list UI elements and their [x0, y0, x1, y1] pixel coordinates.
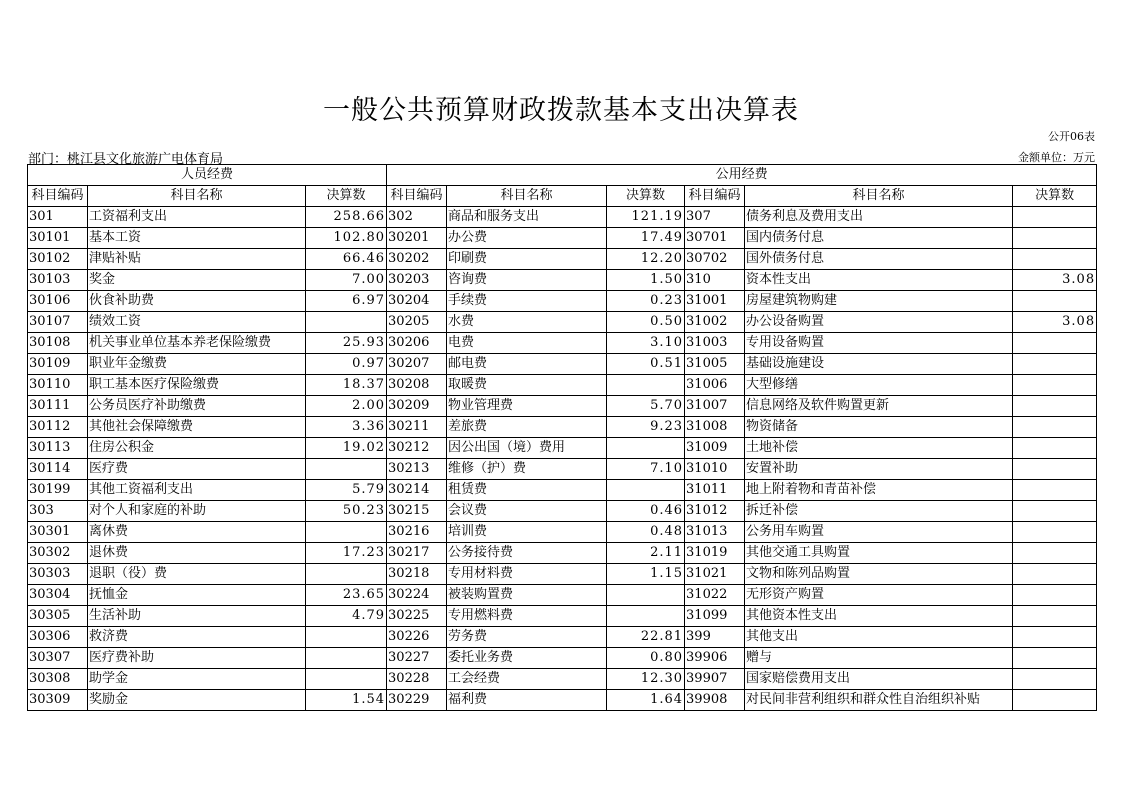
amount-cell [607, 480, 685, 501]
subject-code-cell: 31099 [685, 606, 745, 627]
subject-name-cell: 生活补助 [88, 606, 306, 627]
subject-name-cell: 公务用车购置 [745, 522, 1013, 543]
subject-code-cell: 31009 [685, 438, 745, 459]
subject-name-cell: 物业管理费 [447, 396, 607, 417]
subject-name-cell: 国家赔偿费用支出 [745, 669, 1013, 690]
subject-code-cell: 30202 [387, 249, 447, 270]
subject-name-cell: 商品和服务支出 [447, 207, 607, 228]
subject-code-cell: 30302 [28, 543, 88, 564]
subject-name-cell: 对个人和家庭的补助 [88, 501, 306, 522]
table-row [28, 228, 1097, 249]
subject-name-cell: 差旅费 [447, 417, 607, 438]
table-row [28, 312, 1097, 333]
subject-name-cell: 培训费 [447, 522, 607, 543]
subject-name-cell: 伙食补助费 [88, 291, 306, 312]
subject-code-cell: 30205 [387, 312, 447, 333]
subject-name-cell: 基础设施建设 [745, 354, 1013, 375]
table-row [28, 627, 1097, 648]
subject-name-cell: 医疗费 [88, 459, 306, 480]
amount-cell [1013, 543, 1097, 564]
amount-cell: 25.93 [306, 333, 387, 354]
subject-name-cell: 资本性支出 [745, 270, 1013, 291]
amount-cell: 0.97 [306, 354, 387, 375]
table-row [28, 354, 1097, 375]
subject-code-cell: 30224 [387, 585, 447, 606]
amount-cell [306, 312, 387, 333]
subject-name-cell: 劳务费 [447, 627, 607, 648]
table-row [28, 207, 1097, 228]
subject-name-cell: 其他交通工具购置 [745, 543, 1013, 564]
subject-name-cell: 文物和陈列品购置 [745, 564, 1013, 585]
subject-code-cell: 30204 [387, 291, 447, 312]
subject-name-cell: 工会经费 [447, 669, 607, 690]
subject-code-cell: 30110 [28, 375, 88, 396]
table-row [28, 333, 1097, 354]
amount-cell: 7.10 [607, 459, 685, 480]
subject-code-cell: 31007 [685, 396, 745, 417]
subject-name-cell: 信息网络及软件购置更新 [745, 396, 1013, 417]
amount-cell: 19.02 [306, 438, 387, 459]
amount-cell: 3.10 [607, 333, 685, 354]
amount-cell [1013, 648, 1097, 669]
subject-code-cell: 30209 [387, 396, 447, 417]
subject-name-cell: 住房公积金 [88, 438, 306, 459]
amount-cell [1013, 480, 1097, 501]
amount-cell [1013, 375, 1097, 396]
subject-name-cell: 机关事业单位基本养老保险缴费 [88, 333, 306, 354]
subject-code-cell: 30203 [387, 270, 447, 291]
subject-code-cell: 307 [685, 207, 745, 228]
table-row [28, 249, 1097, 270]
amount-cell [1013, 522, 1097, 543]
subject-code-cell: 30102 [28, 249, 88, 270]
table-row [28, 396, 1097, 417]
table-row [28, 417, 1097, 438]
subject-code-cell: 31011 [685, 480, 745, 501]
table-row [28, 375, 1097, 396]
subject-code-cell: 30103 [28, 270, 88, 291]
subject-name-cell: 其他支出 [745, 627, 1013, 648]
subject-name-cell: 退职（役）费 [88, 564, 306, 585]
amount-cell: 0.50 [607, 312, 685, 333]
subject-name-cell: 其他社会保障缴费 [88, 417, 306, 438]
table-row [28, 438, 1097, 459]
table-row [28, 543, 1097, 564]
section-header-row [28, 165, 1097, 186]
subject-code-cell: 30228 [387, 669, 447, 690]
amount-cell [1013, 627, 1097, 648]
form-number: 公开06表 [1048, 130, 1095, 143]
subject-name-cell: 物资储备 [745, 417, 1013, 438]
subject-name-cell: 退休费 [88, 543, 306, 564]
amount-cell: 12.20 [607, 249, 685, 270]
subject-code-cell: 39907 [685, 669, 745, 690]
amount-cell: 66.46 [306, 249, 387, 270]
amount-cell: 7.00 [306, 270, 387, 291]
amount-cell [1013, 333, 1097, 354]
subject-name-cell: 土地补偿 [745, 438, 1013, 459]
subject-code-cell: 31021 [685, 564, 745, 585]
amount-cell: 1.54 [306, 690, 387, 711]
subject-code-cell: 302 [387, 207, 447, 228]
amount-cell: 12.30 [607, 669, 685, 690]
amount-cell [1013, 690, 1097, 711]
amount-cell [306, 459, 387, 480]
subject-name-cell: 委托业务费 [447, 648, 607, 669]
subject-name-cell: 维修（护）费 [447, 459, 607, 480]
amount-cell: 9.23 [607, 417, 685, 438]
amount-cell: 5.70 [607, 396, 685, 417]
column-header: 决算数 [1013, 186, 1097, 207]
amount-cell: 18.37 [306, 375, 387, 396]
subject-name-cell: 会议费 [447, 501, 607, 522]
subject-code-cell: 30101 [28, 228, 88, 249]
subject-code-cell: 30206 [387, 333, 447, 354]
subject-name-cell: 对民间非营利组织和群众性自治组织补贴 [745, 690, 1013, 711]
subject-code-cell: 30108 [28, 333, 88, 354]
amount-cell [1013, 585, 1097, 606]
department-label: 部门：桃江县文化旅游广电体育局 [28, 152, 224, 167]
amount-cell [1013, 438, 1097, 459]
table-row [28, 459, 1097, 480]
subject-name-cell: 离休费 [88, 522, 306, 543]
subject-code-cell: 30107 [28, 312, 88, 333]
subject-name-cell: 办公设备购置 [745, 312, 1013, 333]
amount-cell [1013, 501, 1097, 522]
subject-code-cell: 30199 [28, 480, 88, 501]
subject-name-cell: 专用材料费 [447, 564, 607, 585]
amount-cell: 3.36 [306, 417, 387, 438]
subject-name-cell: 债务利息及费用支出 [745, 207, 1013, 228]
amount-cell: 0.48 [607, 522, 685, 543]
subject-name-cell: 福利费 [447, 690, 607, 711]
amount-cell [306, 522, 387, 543]
subject-name-cell: 手续费 [447, 291, 607, 312]
subject-name-cell: 咨询费 [447, 270, 607, 291]
subject-name-cell: 取暖费 [447, 375, 607, 396]
subject-name-cell: 其他工资福利支出 [88, 480, 306, 501]
amount-cell [1013, 228, 1097, 249]
subject-code-cell: 31005 [685, 354, 745, 375]
subject-name-cell: 邮电费 [447, 354, 607, 375]
subject-name-cell: 专用燃料费 [447, 606, 607, 627]
column-header: 决算数 [306, 186, 387, 207]
subject-name-cell: 抚恤金 [88, 585, 306, 606]
subject-code-cell: 31010 [685, 459, 745, 480]
subject-code-cell: 30229 [387, 690, 447, 711]
table-row [28, 690, 1097, 711]
column-header: 科目编码 [685, 186, 745, 207]
amount-cell [1013, 606, 1097, 627]
subject-code-cell: 30113 [28, 438, 88, 459]
column-header: 科目名称 [447, 186, 607, 207]
personnel-expense-header: 人员经费 [28, 165, 387, 186]
subject-code-cell: 30211 [387, 417, 447, 438]
subject-code-cell: 30307 [28, 648, 88, 669]
subject-code-cell: 31008 [685, 417, 745, 438]
amount-cell: 0.23 [607, 291, 685, 312]
amount-cell [1013, 396, 1097, 417]
column-header: 科目名称 [88, 186, 306, 207]
subject-name-cell: 职工基本医疗保险缴费 [88, 375, 306, 396]
amount-unit-label: 金额单位：万元 [1018, 151, 1095, 164]
subject-code-cell: 30114 [28, 459, 88, 480]
amount-cell [1013, 249, 1097, 270]
subject-code-cell: 30304 [28, 585, 88, 606]
subject-name-cell: 办公费 [447, 228, 607, 249]
subject-code-cell: 30301 [28, 522, 88, 543]
amount-cell: 4.79 [306, 606, 387, 627]
subject-name-cell: 赠与 [745, 648, 1013, 669]
table-row [28, 606, 1097, 627]
subject-code-cell: 30217 [387, 543, 447, 564]
amount-cell [306, 669, 387, 690]
amount-cell [607, 585, 685, 606]
subject-name-cell: 水费 [447, 312, 607, 333]
subject-name-cell: 印刷费 [447, 249, 607, 270]
subject-code-cell: 30218 [387, 564, 447, 585]
subject-name-cell: 拆迁补偿 [745, 501, 1013, 522]
amount-cell [1013, 459, 1097, 480]
table-row [28, 270, 1097, 291]
amount-cell: 2.00 [306, 396, 387, 417]
amount-cell [1013, 669, 1097, 690]
subject-code-cell: 39906 [685, 648, 745, 669]
subject-name-cell: 奖励金 [88, 690, 306, 711]
table-row [28, 564, 1097, 585]
subject-code-cell: 30208 [387, 375, 447, 396]
public-expense-header: 公用经费 [387, 165, 1097, 186]
subject-name-cell: 救济费 [88, 627, 306, 648]
subject-code-cell: 30701 [685, 228, 745, 249]
column-header: 科目名称 [745, 186, 1013, 207]
subject-name-cell: 房屋建筑物购建 [745, 291, 1013, 312]
amount-cell [1013, 417, 1097, 438]
subject-code-cell: 310 [685, 270, 745, 291]
subject-name-cell: 电费 [447, 333, 607, 354]
subject-code-cell: 30702 [685, 249, 745, 270]
column-header: 科目编码 [28, 186, 88, 207]
subject-code-cell: 31013 [685, 522, 745, 543]
subject-code-cell: 39908 [685, 690, 745, 711]
subject-name-cell: 地上附着物和青苗补偿 [745, 480, 1013, 501]
amount-cell: 102.80 [306, 228, 387, 249]
subject-code-cell: 30112 [28, 417, 88, 438]
subject-code-cell: 30309 [28, 690, 88, 711]
subject-code-cell: 303 [28, 501, 88, 522]
amount-cell: 22.81 [607, 627, 685, 648]
amount-cell: 23.65 [306, 585, 387, 606]
subject-name-cell: 基本工资 [88, 228, 306, 249]
subject-code-cell: 31006 [685, 375, 745, 396]
subject-code-cell: 30213 [387, 459, 447, 480]
subject-code-cell: 30306 [28, 627, 88, 648]
subject-code-cell: 30212 [387, 438, 447, 459]
amount-cell [306, 627, 387, 648]
amount-cell [306, 648, 387, 669]
amount-cell: 0.80 [607, 648, 685, 669]
table-row [28, 522, 1097, 543]
subject-code-cell: 399 [685, 627, 745, 648]
subject-name-cell: 被装购置费 [447, 585, 607, 606]
amount-cell: 17.49 [607, 228, 685, 249]
subject-name-cell: 工资福利支出 [88, 207, 306, 228]
amount-cell [1013, 207, 1097, 228]
subject-code-cell: 31022 [685, 585, 745, 606]
subject-code-cell: 30215 [387, 501, 447, 522]
subject-name-cell: 职业年金缴费 [88, 354, 306, 375]
amount-cell: 6.97 [306, 291, 387, 312]
subject-code-cell: 31019 [685, 543, 745, 564]
subject-name-cell: 助学金 [88, 669, 306, 690]
subject-code-cell: 30214 [387, 480, 447, 501]
subject-code-cell: 301 [28, 207, 88, 228]
subject-code-cell: 30227 [387, 648, 447, 669]
subject-name-cell: 专用设备购置 [745, 333, 1013, 354]
amount-cell: 1.64 [607, 690, 685, 711]
table-row [28, 501, 1097, 522]
amount-cell: 2.11 [607, 543, 685, 564]
amount-cell: 50.23 [306, 501, 387, 522]
amount-cell: 1.50 [607, 270, 685, 291]
table-row [28, 291, 1097, 312]
column-header-row [28, 186, 1097, 207]
page-title: 一般公共预算财政拨款基本支出决算表 [323, 95, 799, 126]
amount-cell: 3.08 [1013, 270, 1097, 291]
subject-code-cell: 30111 [28, 396, 88, 417]
subject-name-cell: 国外债务付息 [745, 249, 1013, 270]
subject-code-cell: 31003 [685, 333, 745, 354]
amount-cell: 0.46 [607, 501, 685, 522]
amount-cell: 121.19 [607, 207, 685, 228]
amount-cell [607, 438, 685, 459]
subject-code-cell: 30106 [28, 291, 88, 312]
subject-code-cell: 30201 [387, 228, 447, 249]
amount-cell: 258.66 [306, 207, 387, 228]
amount-cell: 0.51 [607, 354, 685, 375]
subject-name-cell: 国内债务付息 [745, 228, 1013, 249]
subject-code-cell: 30109 [28, 354, 88, 375]
subject-code-cell: 30303 [28, 564, 88, 585]
subject-name-cell: 公务员医疗补助缴费 [88, 396, 306, 417]
subject-name-cell: 大型修缮 [745, 375, 1013, 396]
subject-code-cell: 30305 [28, 606, 88, 627]
subject-name-cell: 安置补助 [745, 459, 1013, 480]
subject-code-cell: 30226 [387, 627, 447, 648]
table-row [28, 669, 1097, 690]
subject-name-cell: 绩效工资 [88, 312, 306, 333]
subject-code-cell: 31012 [685, 501, 745, 522]
column-header: 科目编码 [387, 186, 447, 207]
amount-cell [1013, 354, 1097, 375]
subject-code-cell: 31001 [685, 291, 745, 312]
subject-code-cell: 31002 [685, 312, 745, 333]
subject-name-cell: 公务接待费 [447, 543, 607, 564]
subject-name-cell: 因公出国（境）费用 [447, 438, 607, 459]
expenditure-table [27, 164, 1097, 711]
subject-code-cell: 30225 [387, 606, 447, 627]
subject-name-cell: 医疗费补助 [88, 648, 306, 669]
amount-cell: 5.79 [306, 480, 387, 501]
amount-cell [607, 375, 685, 396]
subject-name-cell: 无形资产购置 [745, 585, 1013, 606]
amount-cell: 3.08 [1013, 312, 1097, 333]
subject-code-cell: 30308 [28, 669, 88, 690]
table-row [28, 480, 1097, 501]
subject-name-cell: 津贴补贴 [88, 249, 306, 270]
column-header: 决算数 [607, 186, 685, 207]
subject-name-cell: 租赁费 [447, 480, 607, 501]
subject-code-cell: 30207 [387, 354, 447, 375]
subject-name-cell: 其他资本性支出 [745, 606, 1013, 627]
subject-name-cell: 奖金 [88, 270, 306, 291]
subject-code-cell: 30216 [387, 522, 447, 543]
amount-cell: 17.23 [306, 543, 387, 564]
table-row [28, 585, 1097, 606]
amount-cell [1013, 564, 1097, 585]
table-row [28, 648, 1097, 669]
amount-cell [1013, 291, 1097, 312]
amount-cell: 1.15 [607, 564, 685, 585]
amount-cell [607, 606, 685, 627]
amount-cell [306, 564, 387, 585]
